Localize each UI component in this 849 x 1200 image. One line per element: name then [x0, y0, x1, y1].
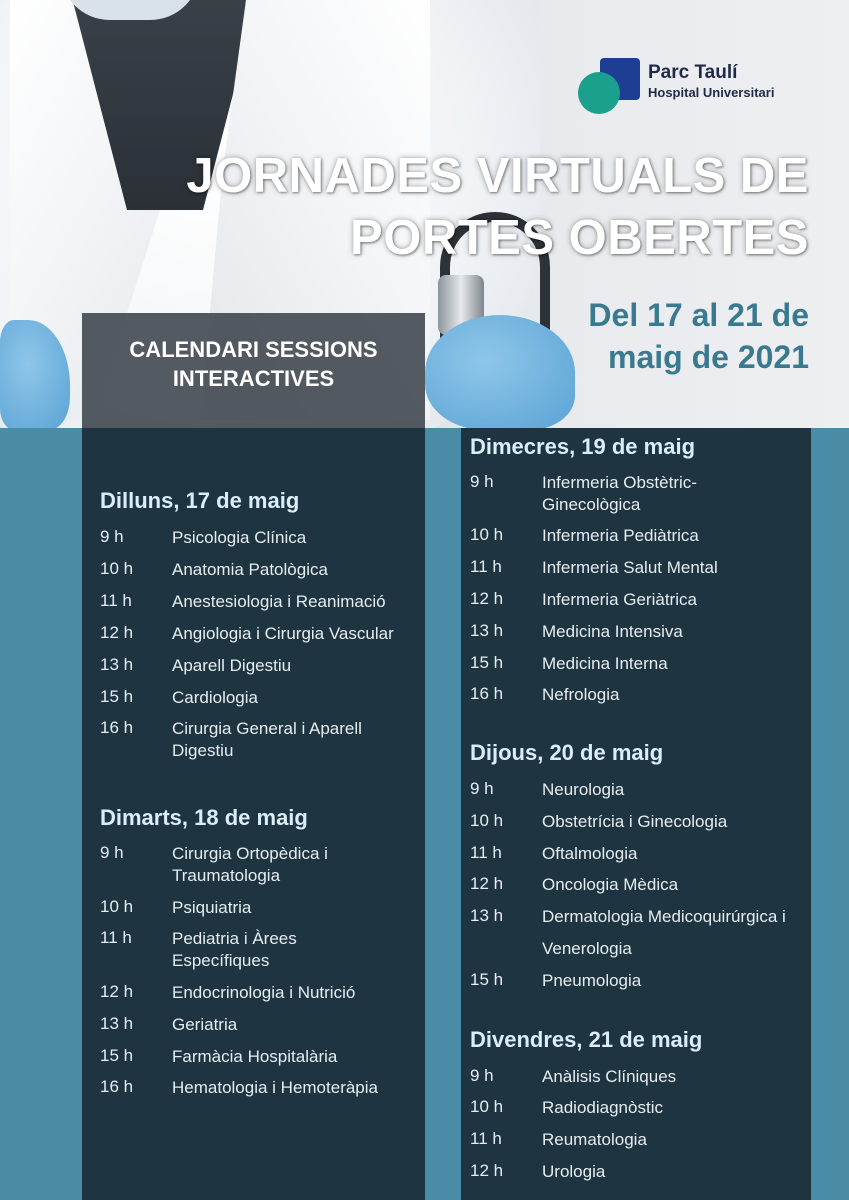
session-hour: 9 h — [100, 843, 124, 862]
session-hour: 15 h — [470, 970, 504, 989]
day-heading: Dilluns, 17 de maig — [100, 488, 300, 513]
title-line-1: JORNADES VIRTUALS DE — [186, 149, 809, 203]
event-dates — [509, 294, 809, 378]
session-hour: 10 h — [470, 811, 504, 830]
day-heading: Divendres, 21 de maig — [470, 1027, 703, 1052]
session-name: Endocrinologia i Nutrició — [172, 983, 356, 1002]
session-name: Anàlisis Clíniques — [542, 1067, 677, 1086]
schedule-panel-right — [461, 428, 811, 1200]
session-name: Anestesiologia i Reanimació — [172, 592, 386, 611]
session-hour: 9 h — [100, 527, 124, 546]
session-hour: 13 h — [470, 906, 504, 925]
session-hour: 16 h — [100, 1077, 134, 1096]
session-name: Oncologia Mèdica — [542, 875, 679, 894]
session-hour: 12 h — [470, 874, 504, 893]
session-hour: 11 h — [470, 557, 502, 576]
session-name: Pediatria i Àrees Específiques — [172, 929, 297, 970]
session-name: Cirurgia Ortopèdica i Traumatologia — [172, 844, 328, 885]
session-hour: 11 h — [100, 928, 132, 947]
calendar-heading-line-2: INTERACTIVES — [172, 366, 335, 391]
session-hour: 16 h — [470, 684, 504, 703]
logo — [578, 58, 788, 118]
session-name: Radiodiagnòstic — [542, 1098, 663, 1117]
session-hour: 9 h — [470, 779, 494, 798]
session-hour: 12 h — [470, 589, 504, 608]
session-hour: 9 h — [470, 1066, 494, 1085]
session-hour: 13 h — [100, 1014, 134, 1033]
session-name: Medicina Interna — [542, 654, 668, 673]
session-name: Infermeria Salut Mental — [542, 558, 718, 577]
calendar-heading-box — [82, 313, 425, 428]
session-name: Urologia — [542, 1162, 606, 1181]
session-name: Infermeria Obstètric-Ginecològica — [542, 473, 697, 514]
session-hour: 12 h — [100, 623, 134, 642]
session-hour: 10 h — [100, 897, 134, 916]
session-hour: 11 h — [100, 591, 132, 610]
session-name: Farmàcia Hospitalària — [172, 1047, 338, 1066]
session-name: Infermeria Geriàtrica — [542, 590, 697, 609]
logo-circle-icon — [578, 72, 620, 114]
session-name: Infermeria Pediàtrica — [542, 526, 699, 545]
session-name: Reumatologia — [542, 1130, 647, 1149]
session-name: Pneumologia — [542, 971, 642, 990]
session-name: Oftalmologia — [542, 844, 638, 863]
session-name: Aparell Digestiu — [172, 656, 292, 675]
session-hour: 10 h — [470, 525, 504, 544]
session-name: Geriatria — [172, 1015, 238, 1034]
session-name: Angiologia i Cirurgia Vascular — [172, 624, 394, 643]
session-name: Anatomia Patològica — [172, 560, 328, 579]
page-title — [49, 145, 809, 269]
session-hour: 13 h — [100, 655, 134, 674]
calendar-heading-line-1: CALENDARI SESSIONS — [129, 337, 378, 362]
session-name: Cardiologia — [172, 688, 258, 707]
dates-line-2: maig de 2021 — [608, 339, 809, 375]
session-hour: 16 h — [100, 718, 134, 737]
session-hour: 11 h — [470, 1129, 502, 1148]
session-hour: 15 h — [100, 687, 134, 706]
session-hour: 12 h — [470, 1161, 504, 1180]
day-heading: Dijous, 20 de maig — [470, 740, 664, 765]
day-heading: Dimecres, 19 de maig — [470, 434, 696, 459]
session-name: Hematologia i Hemoteràpia — [172, 1078, 378, 1097]
session-hour: 15 h — [100, 1046, 134, 1065]
session-name: Dermatologia Medicoquirúrgica i Venerologia — [542, 907, 786, 958]
dates-line-1: Del 17 al 21 de — [588, 297, 809, 333]
logo-name: Parc Taulí — [648, 62, 738, 83]
session-name: Obstetrícia i Ginecologia — [542, 812, 728, 831]
session-hour: 13 h — [470, 621, 504, 640]
session-hour: 10 h — [100, 559, 134, 578]
logo-subtitle: Hospital Universitari — [648, 85, 775, 100]
session-hour: 15 h — [470, 653, 504, 672]
session-hour: 11 h — [470, 843, 502, 862]
session-name: Neurologia — [542, 780, 625, 799]
title-line-2: PORTES OBERTES — [350, 211, 809, 265]
session-name: Psiquiatria — [172, 898, 252, 917]
session-hour: 10 h — [470, 1097, 504, 1116]
day-heading: Dimarts, 18 de maig — [100, 805, 308, 830]
session-name: Nefrologia — [542, 685, 620, 704]
session-name: Medicina Intensiva — [542, 622, 683, 641]
schedule-panel-left — [82, 428, 425, 1200]
session-name: Psicologia Clínica — [172, 528, 307, 547]
session-name: Cirurgia General i Aparell Digestiu — [172, 719, 362, 760]
session-hour: 12 h — [100, 982, 134, 1001]
session-hour: 9 h — [470, 472, 494, 491]
